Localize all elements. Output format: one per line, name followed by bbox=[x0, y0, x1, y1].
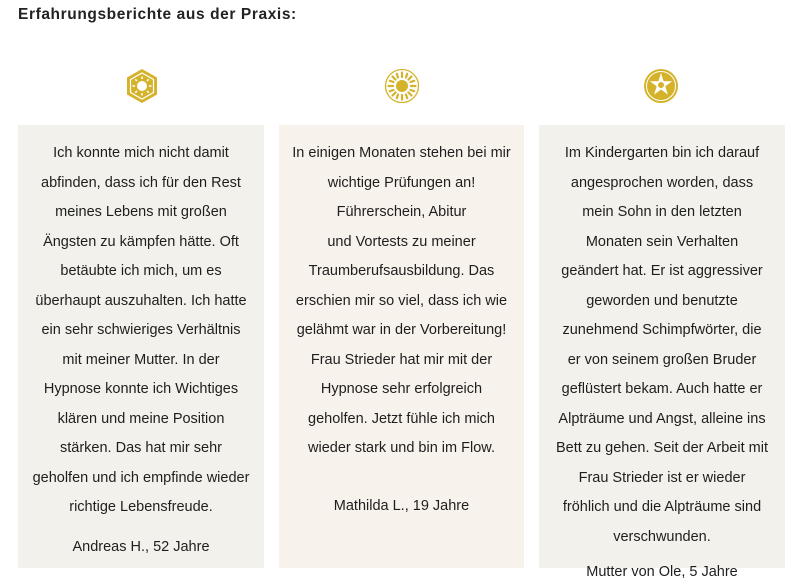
quote-line: Hypnose sehr erfolgreich bbox=[320, 381, 483, 397]
star-circle-icon bbox=[643, 68, 679, 104]
quote-line: geändert hat. Er ist aggressiver bbox=[561, 263, 763, 279]
testimonial-quote bbox=[32, 139, 250, 523]
testimonial-author: Mathilda L., 19 Jahre bbox=[333, 497, 470, 514]
quote-line: Bett zu gehen. Seit der Arbeit mit bbox=[556, 440, 768, 456]
quote-line: Ich konnte mich nicht damit bbox=[53, 145, 229, 161]
quote-line: überhaupt auszuhalten. Ich hatte bbox=[35, 292, 247, 309]
quote-line: erschien mir so viel, dass ich wie bbox=[295, 292, 508, 309]
quote-line: fröhlich und die Alpträume sind bbox=[562, 499, 762, 515]
quote-line: mit meiner Mutter. In der bbox=[62, 351, 220, 368]
quote-line: und Vortests zu meiner bbox=[327, 233, 476, 250]
testimonial-author: Andreas H., 52 Jahre bbox=[72, 538, 210, 555]
quote-line: geflüstert bekam. Auch hatte er bbox=[561, 381, 763, 397]
quote-line: Im Kindergarten bin ich darauf bbox=[564, 145, 760, 161]
testimonial-quote bbox=[553, 139, 771, 552]
quote-line: Alpträume und Angst, alleine ins bbox=[558, 410, 766, 427]
quote-line: richtige Lebensfreude. bbox=[69, 499, 213, 515]
quote-line: geworden und benutzte bbox=[586, 292, 738, 309]
testimonial-card bbox=[539, 125, 785, 580]
page-heading: Erfahrungsberichte aus der Praxis: bbox=[18, 6, 297, 23]
quote-line: zunehmend Schimpfwörter, die bbox=[562, 322, 762, 338]
quote-line: Hypnose konnte ich Wichtiges bbox=[43, 381, 239, 397]
testimonial-card bbox=[279, 125, 524, 568]
quote-line: stärken. Das hat mir sehr bbox=[60, 440, 222, 456]
quote-line: Traumberufsausbildung. Das bbox=[308, 263, 495, 279]
hexagon-sun-icon bbox=[124, 68, 160, 104]
quote-line: Monaten sein Verhalten bbox=[585, 233, 739, 250]
quote-line: Ängsten zu kämpfen hätte. Oft bbox=[43, 233, 239, 250]
quote-line: Frau Strieder ist er wieder bbox=[578, 469, 746, 486]
quote-line: wieder stark und bin im Flow. bbox=[308, 440, 495, 456]
quote-line: abfinden, dass ich für den Rest bbox=[41, 174, 241, 191]
quote-line: Führerschein, Abitur bbox=[336, 204, 467, 220]
quote-line: geholfen. Jetzt fühle ich mich bbox=[308, 410, 495, 427]
quote-line: angesprochen worden, dass bbox=[570, 174, 754, 191]
quote-line: In einigen Monaten stehen bei mir bbox=[292, 145, 511, 161]
quote-line: verschwunden. bbox=[613, 528, 711, 545]
quote-line: geholfen und ich empfinde wieder bbox=[32, 469, 250, 486]
sun-icon bbox=[384, 68, 420, 104]
quote-line: Frau Strieder hat mir mit der bbox=[310, 351, 493, 368]
testimonial-quote bbox=[287, 139, 516, 464]
quote-line: klären und meine Position bbox=[57, 410, 225, 427]
quote-line: betäubte ich mich, um es bbox=[60, 263, 222, 279]
quote-line: meines Lebens mit großen bbox=[55, 204, 227, 220]
quote-line: wichtige Prüfungen an! bbox=[327, 174, 476, 191]
quote-line: ein sehr schwieriges Verhältnis bbox=[41, 322, 241, 338]
quote-line: mein Sohn in den letzten bbox=[582, 204, 742, 220]
quote-line: gelähmt war in der Vorbereitung! bbox=[296, 322, 507, 338]
testimonial-author: Mutter von Ole, 5 Jahre bbox=[586, 564, 738, 580]
quote-line: er von seinem großen Bruder bbox=[567, 351, 757, 368]
testimonial-card bbox=[18, 125, 264, 568]
